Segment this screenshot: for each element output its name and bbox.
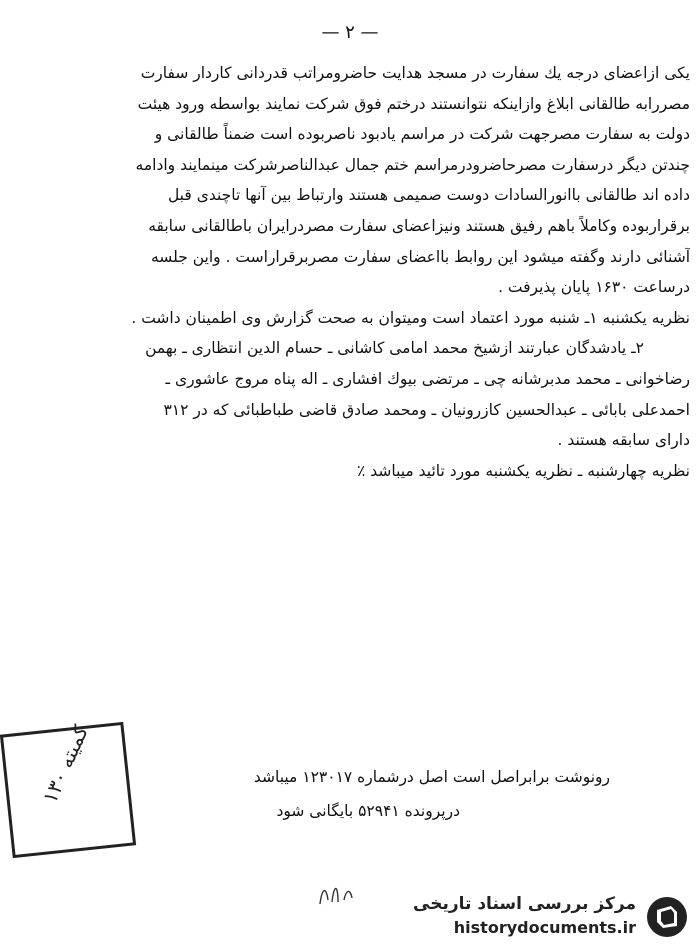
body-line: آشنائی دارند وگفته میشود این روابط بااعضای سفارت مصربرقراراست . واین جلسه <box>150 247 690 266</box>
archive-logo-icon <box>644 894 690 940</box>
body-line: نظریه چهارشنبه ـ نظریه یکشنبه مورد تائید میباشد ٪ <box>356 461 690 480</box>
certification-line: درپرونده ۵۲۹۴۱ بایگانی شود <box>276 802 460 820</box>
body-line: داده اند طالقانی باانورالسادات دوست صمیمی هستند وارتباط بین آنها تاچندی قبل <box>167 186 690 205</box>
watermark-title: مرکز بررسی اسناد تاریخی <box>413 894 636 914</box>
page-number: — ۲ — <box>321 22 379 43</box>
watermark-url: historydocuments.ir <box>453 918 636 937</box>
body-line: درساعت ۱۶۳۰ پایان پذیرفت . <box>498 278 690 297</box>
signature-mark <box>316 878 356 908</box>
body-line: احمدعلی بابائی ـ عبدالحسین کازرونیان ـ ومحمد صادق قاضی طباطبائی که در ۳۱۲ <box>163 400 690 419</box>
document-body <box>14 58 690 486</box>
body-line: نظریه یکشنبه ۱ـ شنبه مورد اعتماد است ومیتوان به صحت گزارش وی اطمینان داشت . <box>131 308 690 327</box>
stamp-text: کمیته ۱۳۰ <box>37 721 94 807</box>
certification-line: رونوشت برابراصل است اصل درشماره ۱۲۳۰۱۷ میباشد <box>253 768 610 786</box>
body-line: رضاخوانی ـ محمد مدبرشانه چی ـ مرتضی بیوك افشاری ـ اله پناه مروج عاشوری ـ <box>165 369 690 388</box>
body-line: مصررابه طالقانی ابلاغ وازاینکه نتوانستند درختم فوق شرکت نمایند بواسطه ورود هیئت <box>137 94 690 113</box>
certification-note <box>90 760 610 828</box>
body-line: یکی ازاعضای درجه یك سفارت در مسجد هدایت حاضرومراتب قدردانی کاردار سفارت <box>140 64 690 82</box>
handwritten-stamp <box>0 722 136 858</box>
body-line: ۲ـ یادشدگان عبارتند ازشیخ محمد امامی کاشانی ـ حسام الدین انتظاری ـ بهمن <box>145 339 644 358</box>
body-line: چندتن دیگر درسفارت مصرحاضرودرمراسم ختم جمال عبدالناصرشرکت مینمایند وادامه <box>135 155 690 174</box>
body-line: دولت به سفارت مصرجهت شرکت در مراسم یادبود ناصربوده است ضمناً طالقانی و <box>154 125 690 144</box>
body-line: برقراربوده وکاملاً باهم رفیق هستند ونیزاعضای سفارت مصردرایران باطالقانی سابقه <box>148 216 690 235</box>
watermark <box>400 892 690 942</box>
body-line: دارای سابقه هستند . <box>557 431 690 450</box>
